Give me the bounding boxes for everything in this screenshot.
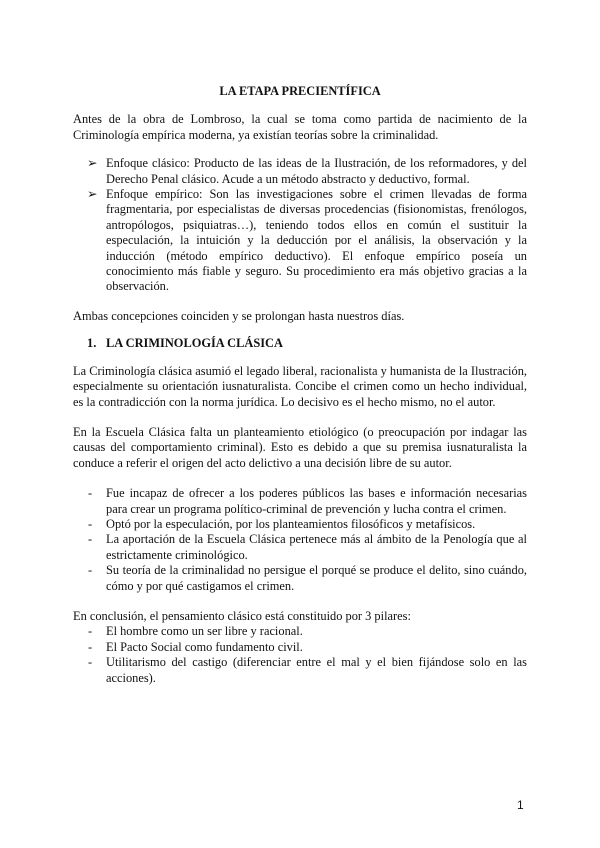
criticisms-list	[73, 486, 527, 594]
dash-bullet: -	[88, 516, 93, 531]
list-item	[73, 655, 527, 686]
page-content	[73, 84, 527, 701]
list-item-text: El Pacto Social como fundamento civil.	[106, 639, 303, 654]
list-item	[73, 517, 527, 532]
list-item	[73, 624, 527, 639]
arrow-bullet-icon: ➢	[87, 156, 98, 171]
list-item	[73, 187, 527, 295]
list-item	[73, 486, 527, 517]
list-item-text: Fue incapaz de ofrecer a los poderes públicos las bases e información necesarias para crear un programa político-criminal de prevención y lucha contra el crimen.	[106, 486, 527, 516]
closing-paragraph: Ambas concepciones coinciden y se prolongan hasta nuestros días.	[73, 308, 405, 323]
intro-paragraph: Antes de la obra de Lombroso, la cual se toma como partida de nacimiento de la Criminología empírica moderna, ya existían teorías sobre la criminalidad.	[73, 112, 527, 142]
list-item	[73, 563, 527, 594]
body-paragraph: La Criminología clásica asumió el legado liberal, racionalista y humanista de la Ilustración, especialmente su orientación iusnaturalista. Concibe el crimen como un hecho individual, es la contradicción con la norma jurídica. Lo decisivo es el hecho mismo, no el autor.	[73, 363, 527, 409]
arrow-bullet-icon: ➢	[87, 187, 98, 202]
dash-bullet: -	[88, 532, 93, 547]
list-item-text: El hombre como un ser libre y racional.	[106, 624, 303, 639]
dash-bullet: -	[88, 655, 93, 670]
list-item-text: Su teoría de la criminalidad no persigue el porqué se produce el delito, sino cuándo, cómo y por qué castigamos el crimen.	[106, 563, 527, 593]
conclusion-intro: En conclusión, el pensamiento clásico está constituido por 3 pilares:	[73, 608, 411, 623]
list-item-text: Enfoque clásico: Producto de las ideas de la Ilustración, de los reformadores, y del Derecho Penal clásico. Acude a un método abstracto y deductivo, formal.	[106, 156, 527, 186]
dash-bullet: -	[88, 563, 93, 578]
list-item	[73, 532, 527, 563]
dash-bullet: -	[88, 639, 93, 654]
list-item-text: Enfoque empírico: Son las investigaciones sobre el crimen llevadas de forma fragmentaria, por especialistas de diversas procedencias (fisionomistas, frenólogos, antropólogos, psiquiatras…), teniendo todos ellos en común el sustituir la especulación, la intuición y la deducción por el análisis, la observación y la inducción (método empírico deductivo). El enfoque empírico poseía un conocimiento más fiable y seguro. Su procedimiento era más objetivo gracias a la observación.	[106, 187, 527, 294]
dash-bullet: -	[88, 486, 93, 501]
page-number: 1	[517, 798, 524, 812]
list-item-text: La aportación de la Escuela Clásica pertenece más al ámbito de la Penología que al estrictamente criminológico.	[106, 532, 527, 562]
list-item	[73, 640, 527, 655]
dash-bullet: -	[88, 624, 93, 639]
section-number: 1.	[87, 336, 97, 351]
section-title: LA CRIMINOLOGÍA CLÁSICA	[106, 336, 283, 351]
pillars-list	[73, 624, 527, 686]
section-heading	[73, 336, 527, 351]
page-title: LA ETAPA PRECIENTÍFICA	[219, 84, 381, 98]
list-item	[73, 156, 527, 187]
body-paragraph: En la Escuela Clásica falta un planteamiento etiológico (o preocupación por indagar las causas del comportamiento criminal). Esto es debido a que su premisa iusnaturalista la conduce a referir el origen del acto delictivo a una decisión libre de su autor.	[73, 424, 527, 470]
approaches-list	[73, 156, 527, 295]
list-item-text: Utilitarismo del castigo (diferenciar entre el mal y el bien fijándose solo en las acciones).	[106, 655, 527, 685]
list-item-text: Optó por la especulación, por los planteamientos filosóficos y metafísicos.	[106, 516, 476, 531]
